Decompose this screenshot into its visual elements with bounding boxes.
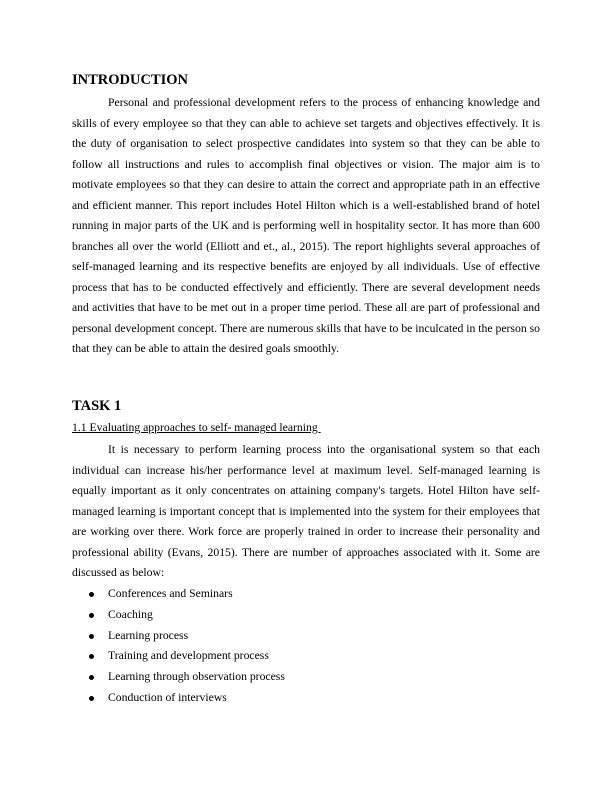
introduction-paragraph: Personal and professional development refers to the process of enhancing knowledge and skills of every employee so that they can able to achieve set targets and objectives effectively. It is the duty of organisation to select prospective candidates into system so that they can be able to follow all instructions and rules to accomplish final objectives or vision. The major aim is to motivate employees so that they can desire to attain the correct and appropriate path in an effective and efficient manner. This report includes Hotel Hilton which is a well-established brand of hotel running in major parts of the UK and is performing well in hospitality sector. It has more than 600 branches all over the world (Elliott and et., al., 2015). The report highlights several approaches of self-managed learning and its respective benefits are enjoyed by all individuals. Use of effective process that has to be conducted effectively and efficiently. There are several development needs and activities that have to be met out in a proper time period. These all are part of professional and personal development concept. There are numerous skills that have to be inculcated in the person so that they can be able to attain the desired goals smoothly.	[72, 96, 540, 355]
task1-subheading: 1.1 Evaluating approaches to self- managed learning	[72, 421, 321, 434]
task1-paragraph: It is necessary to perform learning process into the organisational system so that each individual can increase his/her performance level at maximum level. Self-managed learning is equally important as it only concentrates on attaining company's targets. Hotel Hilton have self-managed learning is important concept that is implemented into the system for their employees that are working over there. Work force are properly trained in order to increase their personality and professional ability (Evans, 2015). There are number of approaches associated with it. Some are discussed as below:	[72, 443, 540, 579]
list-item-text: Coaching	[108, 607, 153, 621]
list-item-text: Learning through observation process	[108, 670, 285, 684]
task1-heading: TASK 1	[72, 398, 122, 414]
bullet-icon	[89, 654, 94, 659]
bullet-icon	[89, 613, 94, 618]
list-item-text: Training and development process	[108, 649, 269, 663]
bullet-icon	[89, 675, 94, 680]
bullet-icon	[89, 592, 94, 597]
list-item-text: Learning process	[108, 628, 189, 642]
bullet-icon	[89, 634, 94, 639]
bullet-icon	[89, 696, 94, 701]
list-item-text: Conduction of interviews	[108, 690, 227, 704]
list-item-text: Conferences and Seminars	[108, 587, 233, 600]
introduction-heading: INTRODUCTION	[72, 72, 189, 88]
